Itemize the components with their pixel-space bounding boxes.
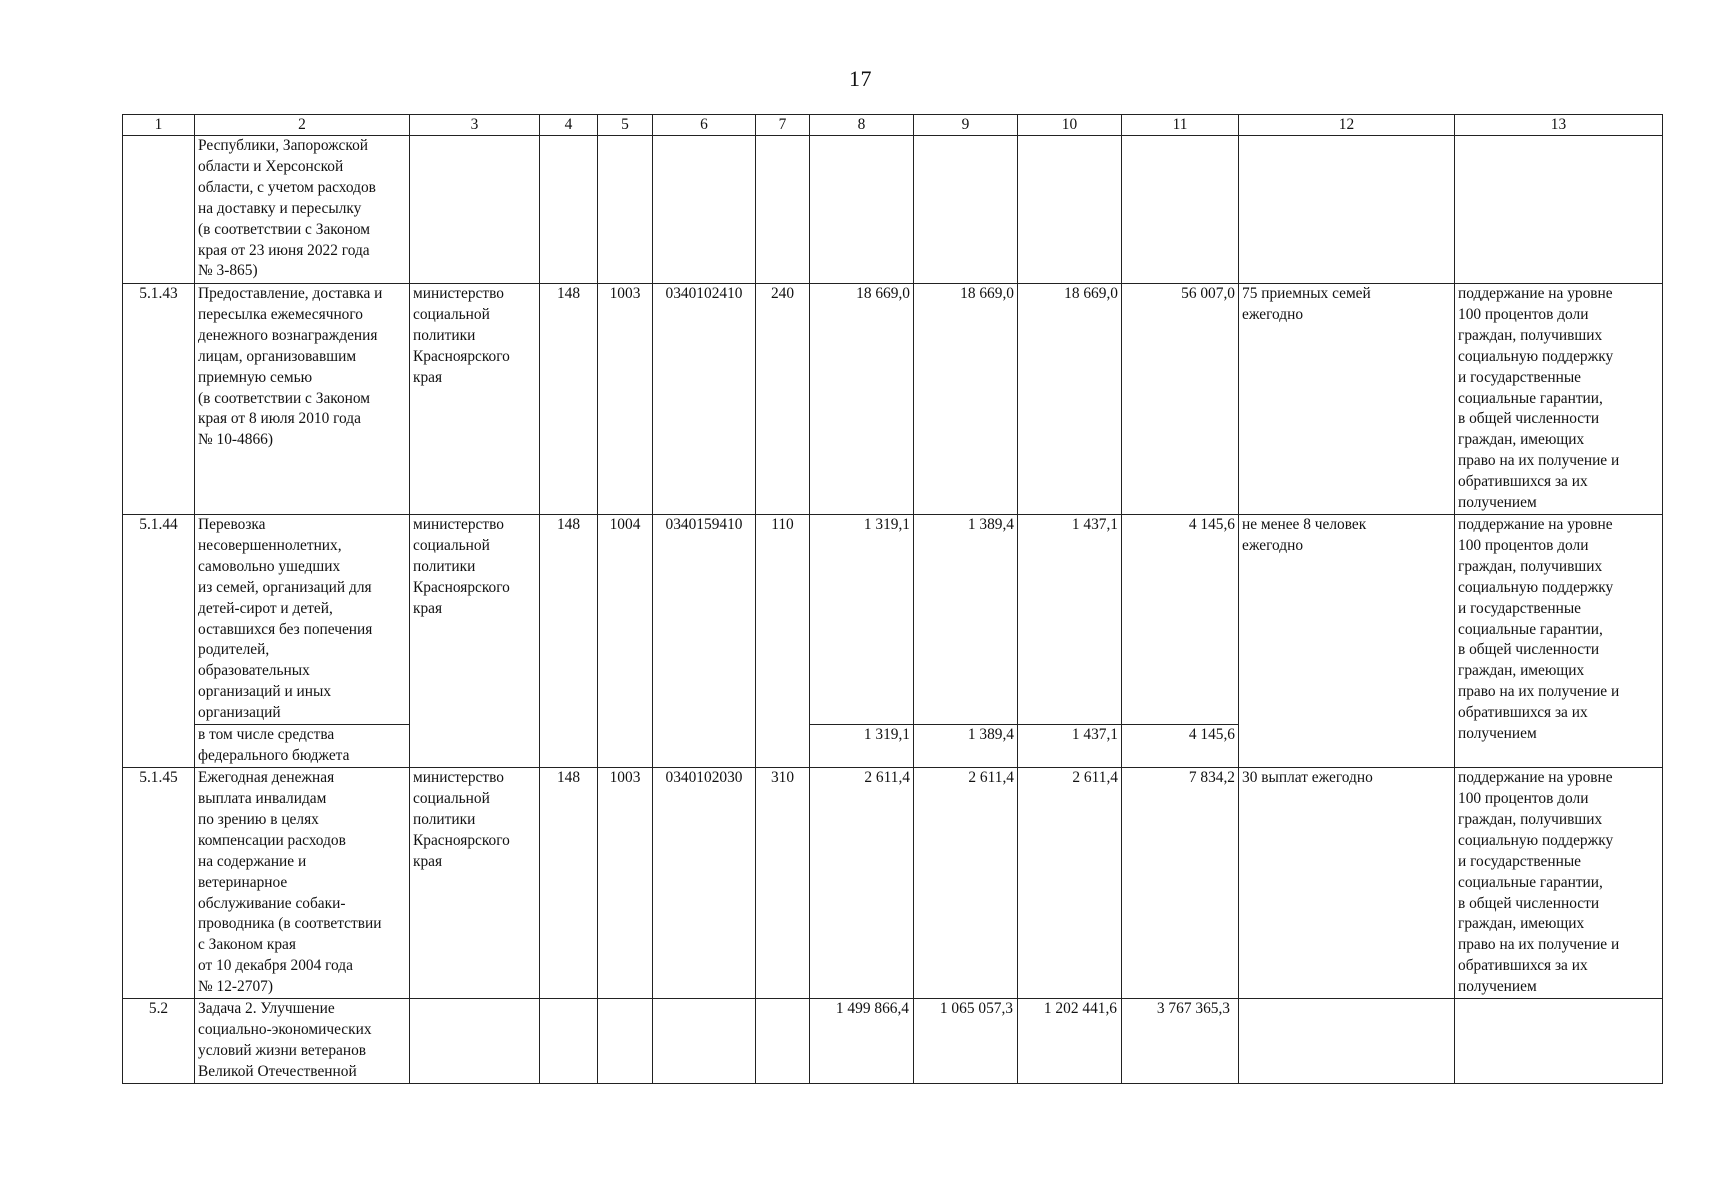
executor: министерство социальной политики Красноярского края: [413, 769, 510, 870]
rzpr-code: 1003: [598, 768, 653, 999]
column-number: 4: [540, 115, 598, 136]
column-number: 3: [410, 115, 540, 136]
amount-year-2: 1 389,4: [914, 515, 1018, 725]
grbs-code: 148: [540, 515, 598, 768]
amount-year-3: 18 669,0: [1018, 284, 1122, 515]
column-number: 8: [810, 115, 914, 136]
rzpr-code: 1004: [598, 515, 653, 768]
activity-description: Республики, Запорожской области и Херсонской области, с учетом расходов на доставку и пересылку (в соответствии с Законом края от 23 июня 2022 года № 3-865): [198, 137, 376, 280]
column-numbers-row: [123, 115, 1663, 136]
vr-code: 310: [756, 768, 810, 999]
row-number: 5.1.45: [123, 768, 195, 999]
amount-year-3: 1 202 441,6: [1018, 999, 1122, 1084]
row-number: 5.1.44: [123, 515, 195, 768]
csr-code: 0340102030: [653, 768, 756, 999]
amount-total: 56 007,0: [1122, 284, 1239, 515]
column-number: 11: [1122, 115, 1239, 136]
activity-description: Ежегодная денежная выплата инвалидам по зрению в целях компенсации расходов на содержание и ветеринарное обслуживание собаки- проводника (в соответствии с Законом края от 10 декабря 2004 года № 12-2707): [198, 769, 382, 996]
column-number: 2: [195, 115, 410, 136]
amount-total: 7 834,2: [1122, 768, 1239, 999]
table-row: [123, 999, 1663, 1084]
goal-indicator: поддержание на уровне 100 процентов доли граждан, получивших социальную поддержку и государственные социальные гарантии, в общей численности граждан, имеющих право на их получение и обратившихся за их получением: [1458, 285, 1620, 512]
column-number: 10: [1018, 115, 1122, 136]
amount-year-2: 1 065 057,3: [914, 999, 1018, 1084]
table-row: [123, 515, 1663, 725]
task-description: Задача 2. Улучшение социально-экономических условий жизни ветеранов Великой Отечественной: [198, 1000, 372, 1080]
goal-indicator: поддержание на уровне 100 процентов доли граждан, получивших социальную поддержку и государственные социальные гарантии, в общей численности граждан, имеющих право на их получение и обратившихся за их получением: [1458, 516, 1620, 743]
amount-total: 4 145,6: [1122, 515, 1239, 725]
expected-result: не менее 8 человек ежегодно: [1242, 516, 1367, 554]
amount-year-1: 2 611,4: [810, 768, 914, 999]
executor: министерство социальной политики Красноярского края: [413, 285, 510, 386]
column-number: 7: [756, 115, 810, 136]
amount-year-1: 1 499 866,4: [810, 999, 914, 1084]
table-row: [123, 768, 1663, 999]
subrow-description: в том числе средства федерального бюджета: [198, 726, 350, 764]
amount-total: 4 145,6: [1122, 725, 1239, 768]
row-number: 5.2: [123, 999, 195, 1084]
column-number: 13: [1455, 115, 1663, 136]
page-number: 17: [849, 66, 872, 91]
amount-year-2: 2 611,4: [914, 768, 1018, 999]
table-row: [123, 136, 1663, 284]
amount-year-2: 1 389,4: [914, 725, 1018, 768]
amount-year-1: 1 319,1: [810, 725, 914, 768]
vr-code: 110: [756, 515, 810, 768]
column-number: 6: [653, 115, 756, 136]
csr-code: 0340159410: [653, 515, 756, 768]
vr-code: 240: [756, 284, 810, 515]
executor: министерство социальной политики Красноярского края: [413, 516, 510, 617]
amount-year-3: 1 437,1: [1018, 515, 1122, 725]
amount-year-3: 2 611,4: [1018, 768, 1122, 999]
column-number: 5: [598, 115, 653, 136]
row-number: 5.1.43: [123, 284, 195, 515]
rzpr-code: 1003: [598, 284, 653, 515]
column-number: 12: [1239, 115, 1455, 136]
grbs-code: 148: [540, 768, 598, 999]
activity-description: Предоставление, доставка и пересылка ежемесячного денежного вознаграждения лицам, организовавшим приемную семью (в соответствии с Законом края от 8 июля 2010 года № 10-4866): [198, 285, 383, 449]
grbs-code: 148: [540, 284, 598, 515]
expected-result: 30 выплат ежегодно: [1242, 769, 1373, 787]
goal-indicator: поддержание на уровне 100 процентов доли граждан, получивших социальную поддержку и государственные социальные гарантии, в общей численности граждан, имеющих право на их получение и обратившихся за их получением: [1458, 769, 1620, 996]
amount-year-3: 1 437,1: [1018, 725, 1122, 768]
column-number: 9: [914, 115, 1018, 136]
amount-year-2: 18 669,0: [914, 284, 1018, 515]
program-activities-table: [122, 114, 1663, 1084]
activity-description: Перевозка несовершеннолетних, самовольно ушедших из семей, организаций для детей-сирот и детей, оставшихся без попечения родителей, образовательных организаций и иных организаций: [198, 516, 373, 722]
csr-code: 0340102410: [653, 284, 756, 515]
column-number: 1: [123, 115, 195, 136]
table-row: [123, 284, 1663, 515]
amount-year-1: 18 669,0: [810, 284, 914, 515]
amount-total: 3 767 365,3: [1122, 999, 1239, 1084]
amount-year-1: 1 319,1: [810, 515, 914, 725]
expected-result: 75 приемных семей ежегодно: [1242, 285, 1371, 323]
